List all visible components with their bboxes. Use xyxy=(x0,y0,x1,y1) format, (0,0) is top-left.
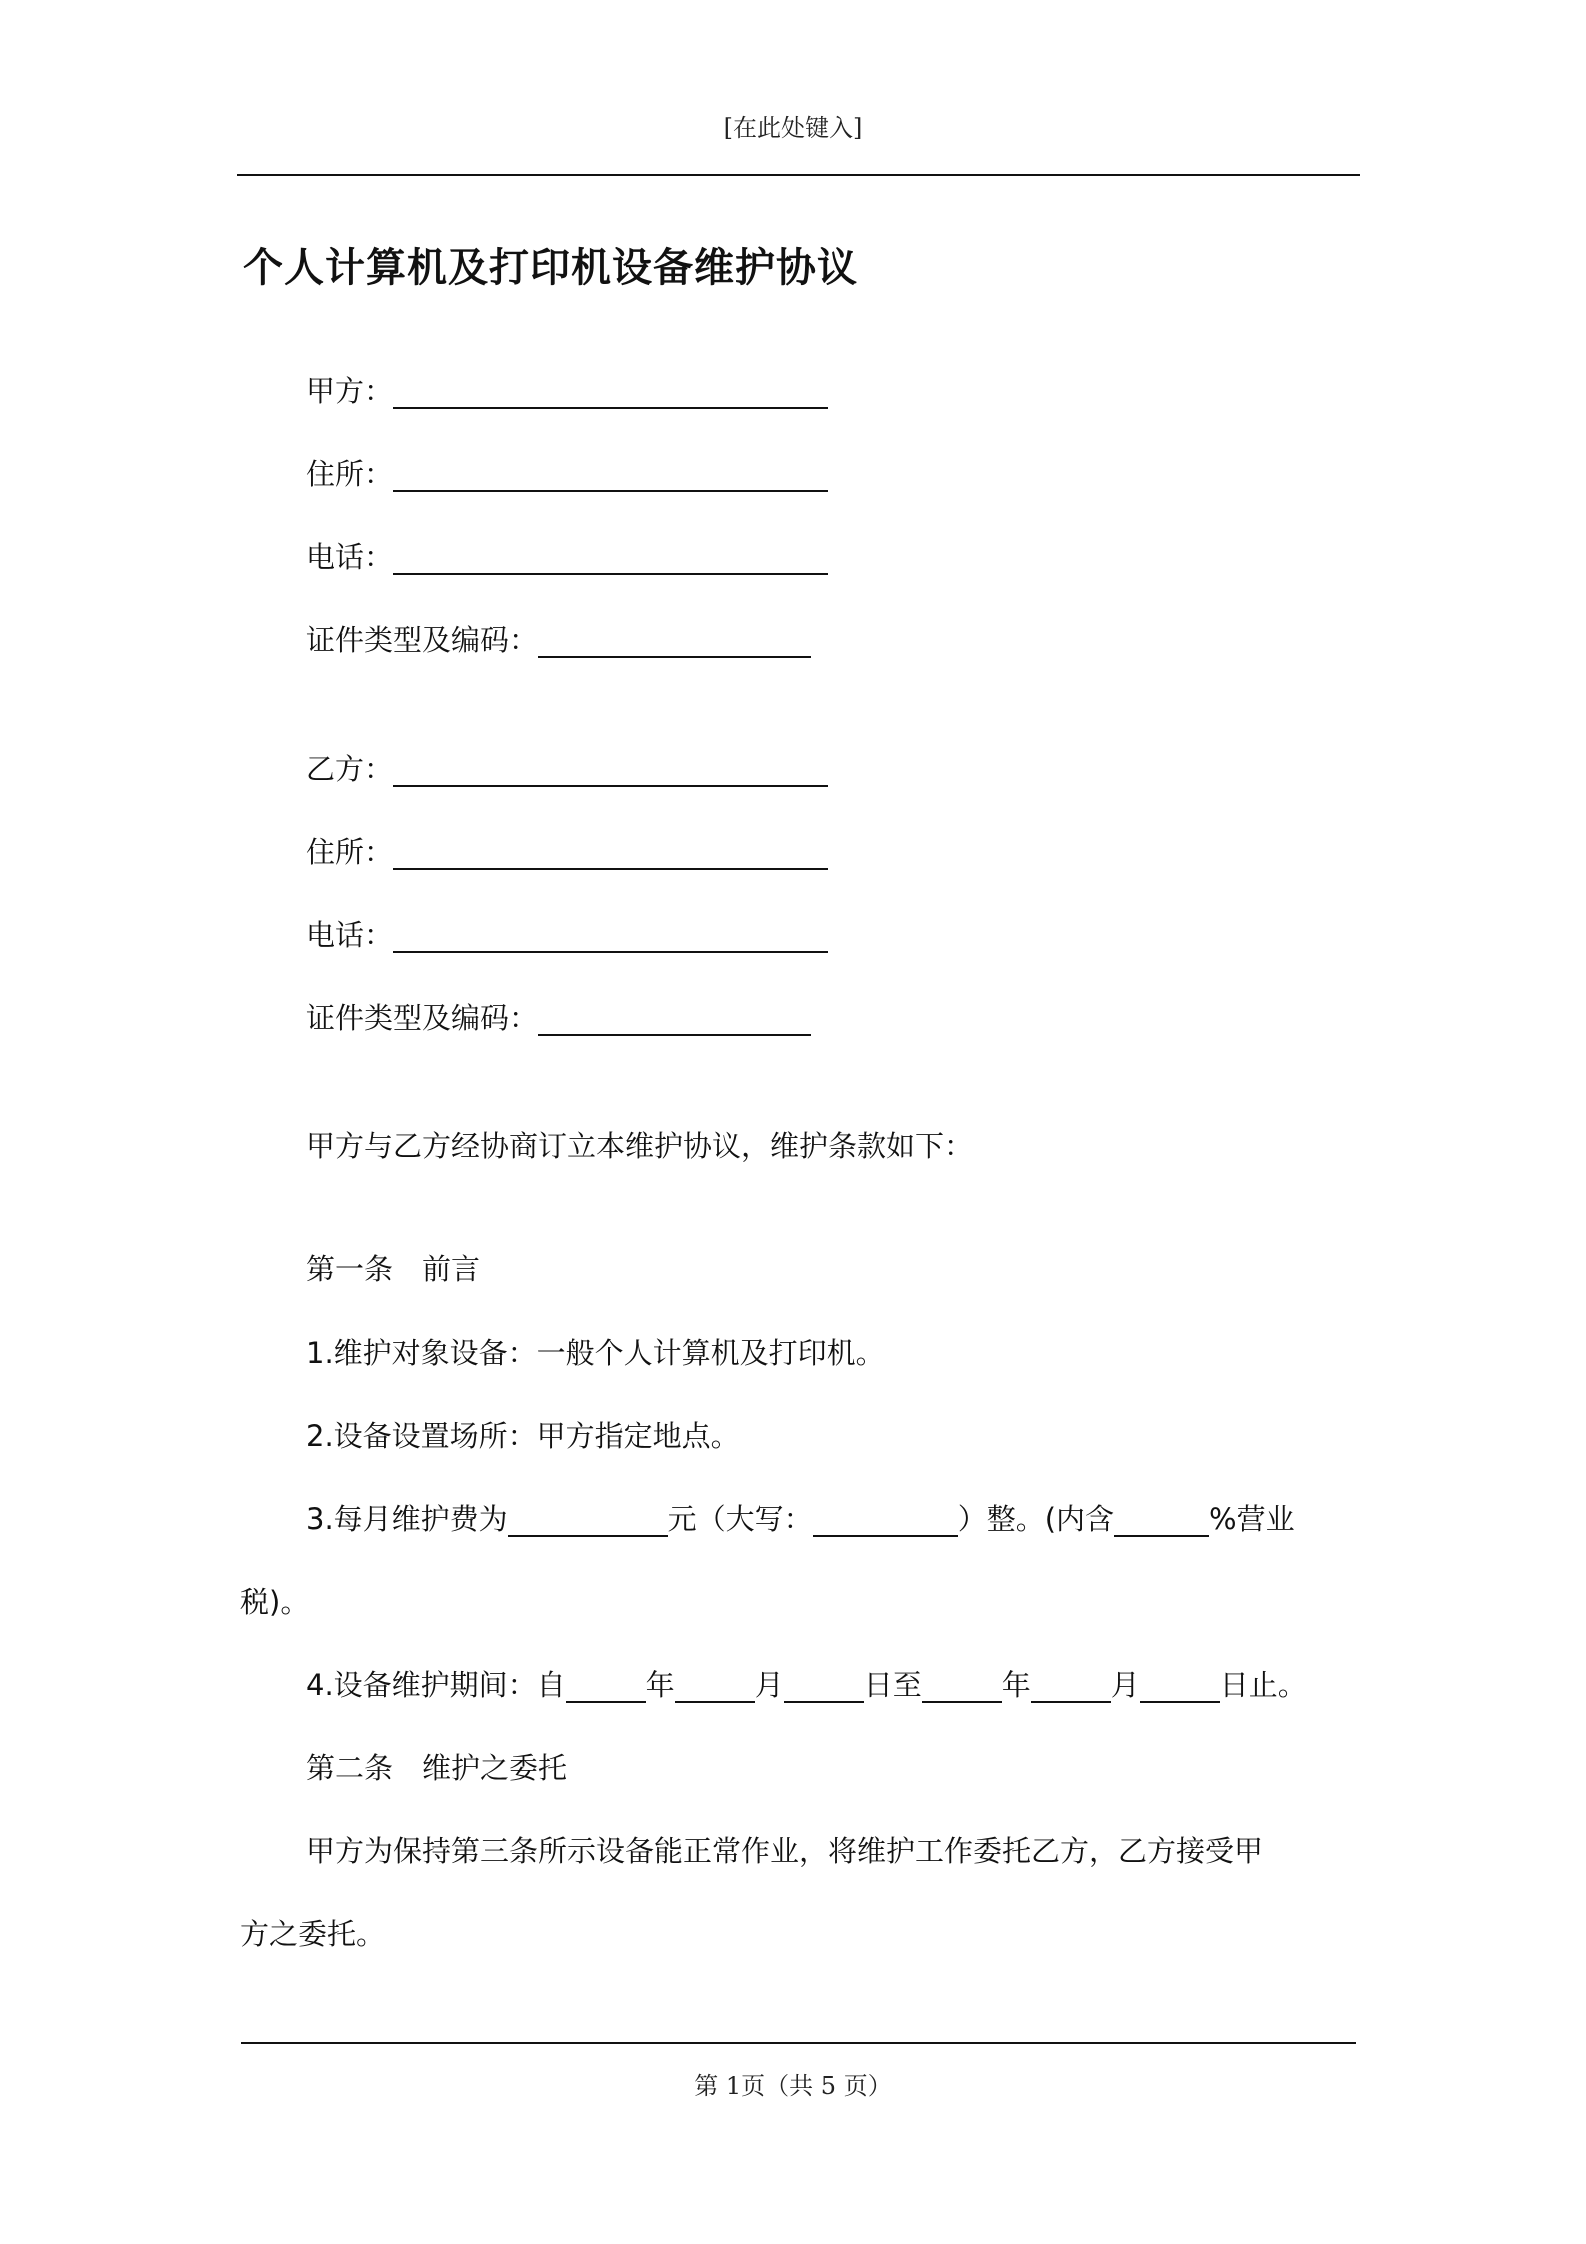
party-b-id-blank[interactable] xyxy=(538,1004,811,1036)
party-a-name-blank[interactable] xyxy=(393,377,828,409)
tax-rate-blank[interactable] xyxy=(1114,1505,1209,1537)
start-month-label: 月 xyxy=(754,1668,784,1702)
party-b-address-row xyxy=(306,835,828,870)
party-a-id-row xyxy=(306,623,811,658)
party-a-address-label: 住所： xyxy=(306,457,394,491)
party-b-name-blank[interactable] xyxy=(393,755,828,787)
start-day-label: 日至 xyxy=(863,1668,922,1702)
article-1-item-2: 2.设备设置场所：甲方指定地点。 xyxy=(306,1419,740,1453)
article-1-item-3-continued: 税)。 xyxy=(240,1585,310,1619)
party-b-address-blank[interactable] xyxy=(393,838,828,870)
header-divider xyxy=(237,174,1360,176)
start-year-label: 年 xyxy=(645,1668,675,1702)
end-month-label: 月 xyxy=(1110,1668,1140,1702)
document-title: 个人计算机及打印机设备维护协议 xyxy=(243,245,858,291)
party-a-name-label: 甲方： xyxy=(306,374,394,408)
party-a-address-blank[interactable] xyxy=(393,460,828,492)
start-month-blank[interactable] xyxy=(675,1671,755,1703)
article-1-heading: 第一条 前言 xyxy=(306,1252,481,1286)
page-header: [在此处键入] xyxy=(723,114,863,142)
party-a-phone-row xyxy=(306,540,828,575)
end-day-label: 日止。 xyxy=(1219,1668,1307,1702)
party-b-name-label: 乙方： xyxy=(306,752,394,786)
party-a-id-blank[interactable] xyxy=(538,626,811,658)
end-day-blank[interactable] xyxy=(1140,1671,1220,1703)
article-2-paragraph-line-1: 甲方为保持第三条所示设备能正常作业，将维护工作委托乙方，乙方接受甲 xyxy=(306,1834,1264,1868)
period-label: 4.设备维护期间：自 xyxy=(306,1668,566,1702)
article-2-paragraph-line-2: 方之委托。 xyxy=(240,1917,386,1951)
fee-uppercase-label: 元（大写： xyxy=(667,1502,813,1536)
article-1-item-4 xyxy=(306,1668,1307,1703)
tax-percent-label: %营业 xyxy=(1209,1502,1295,1536)
fee-uppercase-blank[interactable] xyxy=(813,1505,958,1537)
party-b-phone-row xyxy=(306,918,828,953)
intro-paragraph: 甲方与乙方经协商订立本维护协议，维护条款如下： xyxy=(306,1129,974,1163)
fee-tax-label: ）整。(内含 xyxy=(957,1502,1115,1536)
party-a-address-row xyxy=(306,457,828,492)
start-year-blank[interactable] xyxy=(566,1671,646,1703)
footer-divider xyxy=(241,2042,1356,2044)
party-b-phone-label: 电话： xyxy=(306,918,394,952)
party-a-phone-blank[interactable] xyxy=(393,543,828,575)
article-1-item-3 xyxy=(306,1502,1295,1537)
article-2-heading: 第二条 维护之委托 xyxy=(306,1751,568,1785)
party-a-id-label: 证件类型及编码： xyxy=(306,623,539,657)
party-a-name-row xyxy=(306,374,828,409)
article-1-item-1: 1.维护对象设备：一般个人计算机及打印机。 xyxy=(306,1336,885,1370)
party-a-phone-label: 电话： xyxy=(306,540,394,574)
party-b-address-label: 住所： xyxy=(306,835,394,869)
party-b-name-row xyxy=(306,752,828,787)
end-year-blank[interactable] xyxy=(922,1671,1002,1703)
page-footer: 第 1页（共 5 页） xyxy=(694,2072,892,2100)
start-day-blank[interactable] xyxy=(784,1671,864,1703)
end-year-label: 年 xyxy=(1001,1668,1031,1702)
fee-label: 3.每月维护费为 xyxy=(306,1502,508,1536)
party-b-id-row xyxy=(306,1001,811,1036)
party-b-id-label: 证件类型及编码： xyxy=(306,1001,539,1035)
party-b-phone-blank[interactable] xyxy=(393,921,828,953)
end-month-blank[interactable] xyxy=(1031,1671,1111,1703)
fee-amount-blank[interactable] xyxy=(508,1505,668,1537)
